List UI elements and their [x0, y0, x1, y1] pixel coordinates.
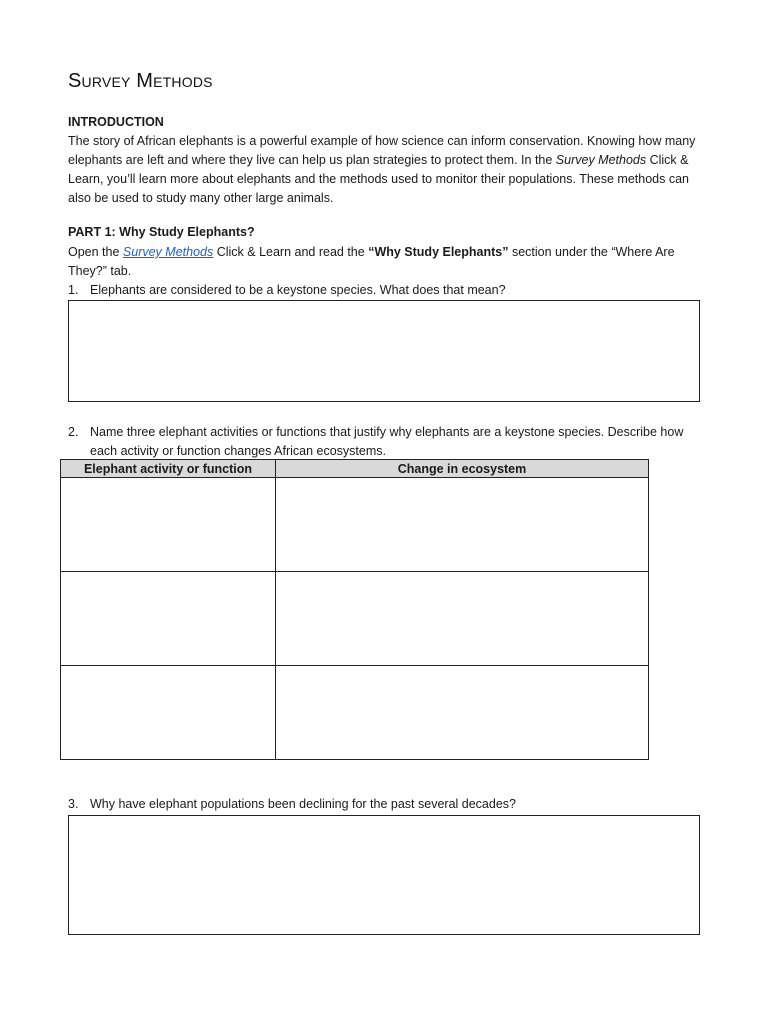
answer-box-1[interactable] [68, 300, 700, 402]
table-row [61, 572, 649, 666]
activity-cell-2[interactable] [61, 572, 276, 666]
introduction-text-1: The story of African elephants is a powerful example of how science can inform conservation. Knowing how many elephants are left and where they live can help us plan strategies to protect them. In the [68, 134, 696, 167]
question-3 [68, 795, 708, 814]
question-1 [68, 281, 708, 300]
question-3-text: Why have elephant populations been declining for the past several decades? [90, 797, 516, 811]
activity-table [60, 459, 649, 760]
activity-cell-3[interactable] [61, 666, 276, 760]
part1-instruction-1: Open the [68, 245, 123, 259]
part1-instruction-2: Click & Learn and read the [213, 245, 369, 259]
activity-cell-1[interactable] [61, 478, 276, 572]
survey-methods-link[interactable]: Survey Methods [122, 245, 214, 259]
part1-instruction-3: section under the “Where Are They?” tab. [68, 245, 675, 278]
question-3-number: 3. [68, 797, 79, 811]
header-change: Change in ecosystem [276, 460, 649, 478]
question-2 [68, 423, 708, 461]
header-activity: Elephant activity or function [61, 460, 276, 478]
answer-box-3[interactable] [68, 815, 700, 935]
table-row [61, 666, 649, 760]
change-cell-3[interactable] [276, 666, 649, 760]
part1-instruction-bold: “Why Study Elephants” [368, 245, 509, 259]
change-cell-2[interactable] [276, 572, 649, 666]
part1-heading: PART 1: Why Study Elephants? [68, 225, 255, 239]
part1-instructions [68, 243, 698, 281]
introduction-paragraph [68, 132, 698, 208]
introduction-heading: INTRODUCTION [68, 115, 164, 129]
table-row [61, 478, 649, 572]
introduction-italic-title: Survey Methods [555, 153, 647, 167]
change-cell-1[interactable] [276, 478, 649, 572]
table-header-row [61, 460, 649, 478]
page-title: Survey Methods [68, 70, 213, 92]
introduction-text-2: Click & Learn, you’ll learn more about elephants and the methods used to monitor their populations. These methods can also be used to study many other large animals. [68, 153, 689, 205]
question-2-text: Name three elephant activities or functions that justify why elephants are a keystone species. Describe how each activity or function changes African ecosystems. [90, 425, 684, 458]
question-2-number: 2. [68, 425, 79, 439]
question-1-number: 1. [68, 283, 79, 297]
question-1-text: Elephants are considered to be a keystone species. What does that mean? [90, 283, 506, 297]
